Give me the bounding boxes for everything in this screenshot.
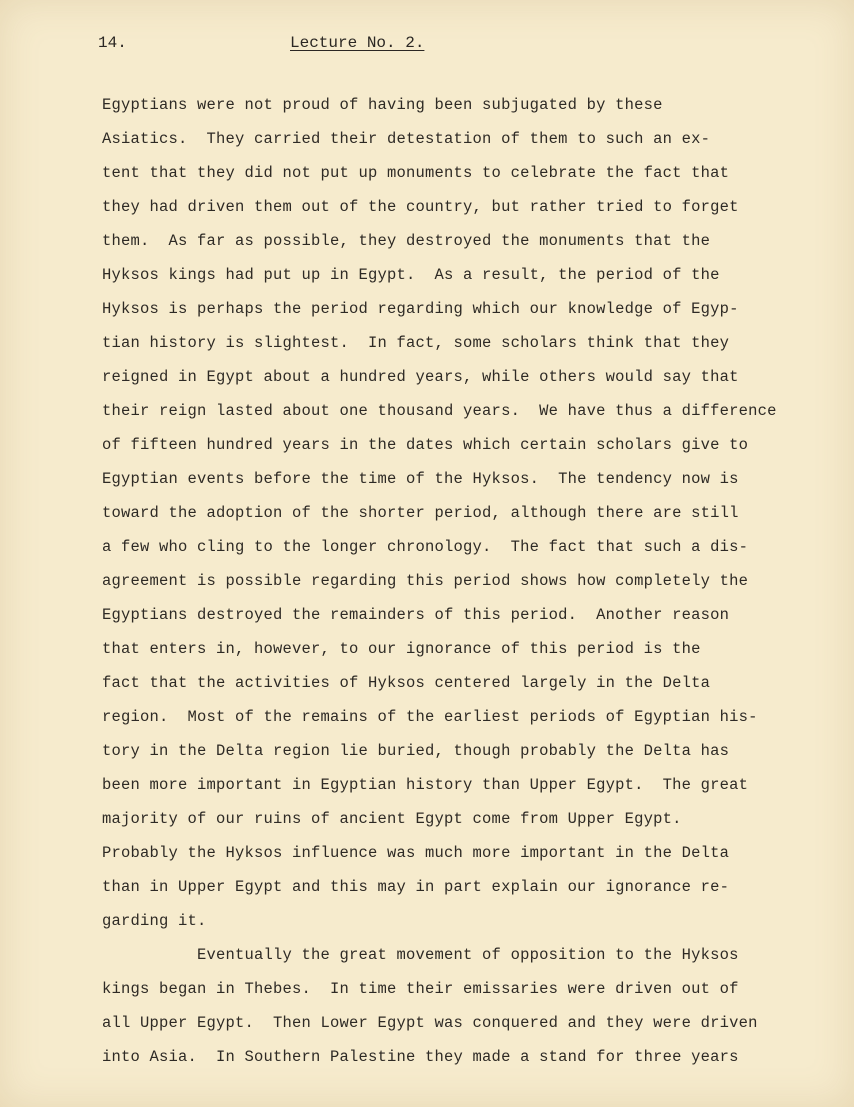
text-line: reigned in Egypt about a hundred years, while others would say that [102,368,739,386]
text-line: kings began in Thebes. In time their emissaries were driven out of [102,980,739,998]
page-number: 14. [98,34,127,52]
page-title: Lecture No. 2. [290,34,425,52]
text-line: Hyksos kings had put up in Egypt. As a result, the period of the [102,266,720,284]
text-line: Egyptians destroyed the remainders of this period. Another reason [102,606,730,624]
text-line: Hyksos is perhaps the period regarding which our knowledge of Egyp- [102,300,739,318]
text-line: agreement is possible regarding this period shows how completely the [102,572,749,590]
text-line: Egyptians were not proud of having been subjugated by these [102,96,663,114]
text-line: Eventually the great movement of opposition to the Hyksos [102,946,739,964]
text-line: tory in the Delta region lie buried, though probably the Delta has [102,742,730,760]
text-line: tian history is slightest. In fact, some scholars think that they [102,334,730,352]
text-line: a few who cling to the longer chronology. The fact that such a dis- [102,538,749,556]
text-line: they had driven them out of the country, but rather tried to forget [102,198,739,216]
body-text [102,88,842,1074]
text-line: region. Most of the remains of the earliest periods of Egyptian his- [102,708,758,726]
text-line: into Asia. In Southern Palestine they made a stand for three years [102,1048,739,1066]
text-line: Egyptian events before the time of the Hyksos. The tendency now is [102,470,739,488]
text-line: that enters in, however, to our ignorance of this period is the [102,640,701,658]
text-line: all Upper Egypt. Then Lower Egypt was conquered and they were driven [102,1014,758,1032]
text-line: their reign lasted about one thousand years. We have thus a difference [102,402,777,420]
text-line: them. As far as possible, they destroyed the monuments that the [102,232,711,250]
text-line: fact that the activities of Hyksos centered largely in the Delta [102,674,711,692]
text-line: majority of our ruins of ancient Egypt come from Upper Egypt. [102,810,682,828]
text-line: Asiatics. They carried their detestation of them to such an ex- [102,130,711,148]
text-line: than in Upper Egypt and this may in part explain our ignorance re- [102,878,730,896]
text-line: tent that they did not put up monuments to celebrate the fact that [102,164,730,182]
text-line: of fifteen hundred years in the dates which certain scholars give to [102,436,749,454]
text-line: been more important in Egyptian history than Upper Egypt. The great [102,776,749,794]
text-line: garding it. [102,912,207,930]
text-line: toward the adoption of the shorter period, although there are still [102,504,739,522]
text-line: Probably the Hyksos influence was much more important in the Delta [102,844,730,862]
